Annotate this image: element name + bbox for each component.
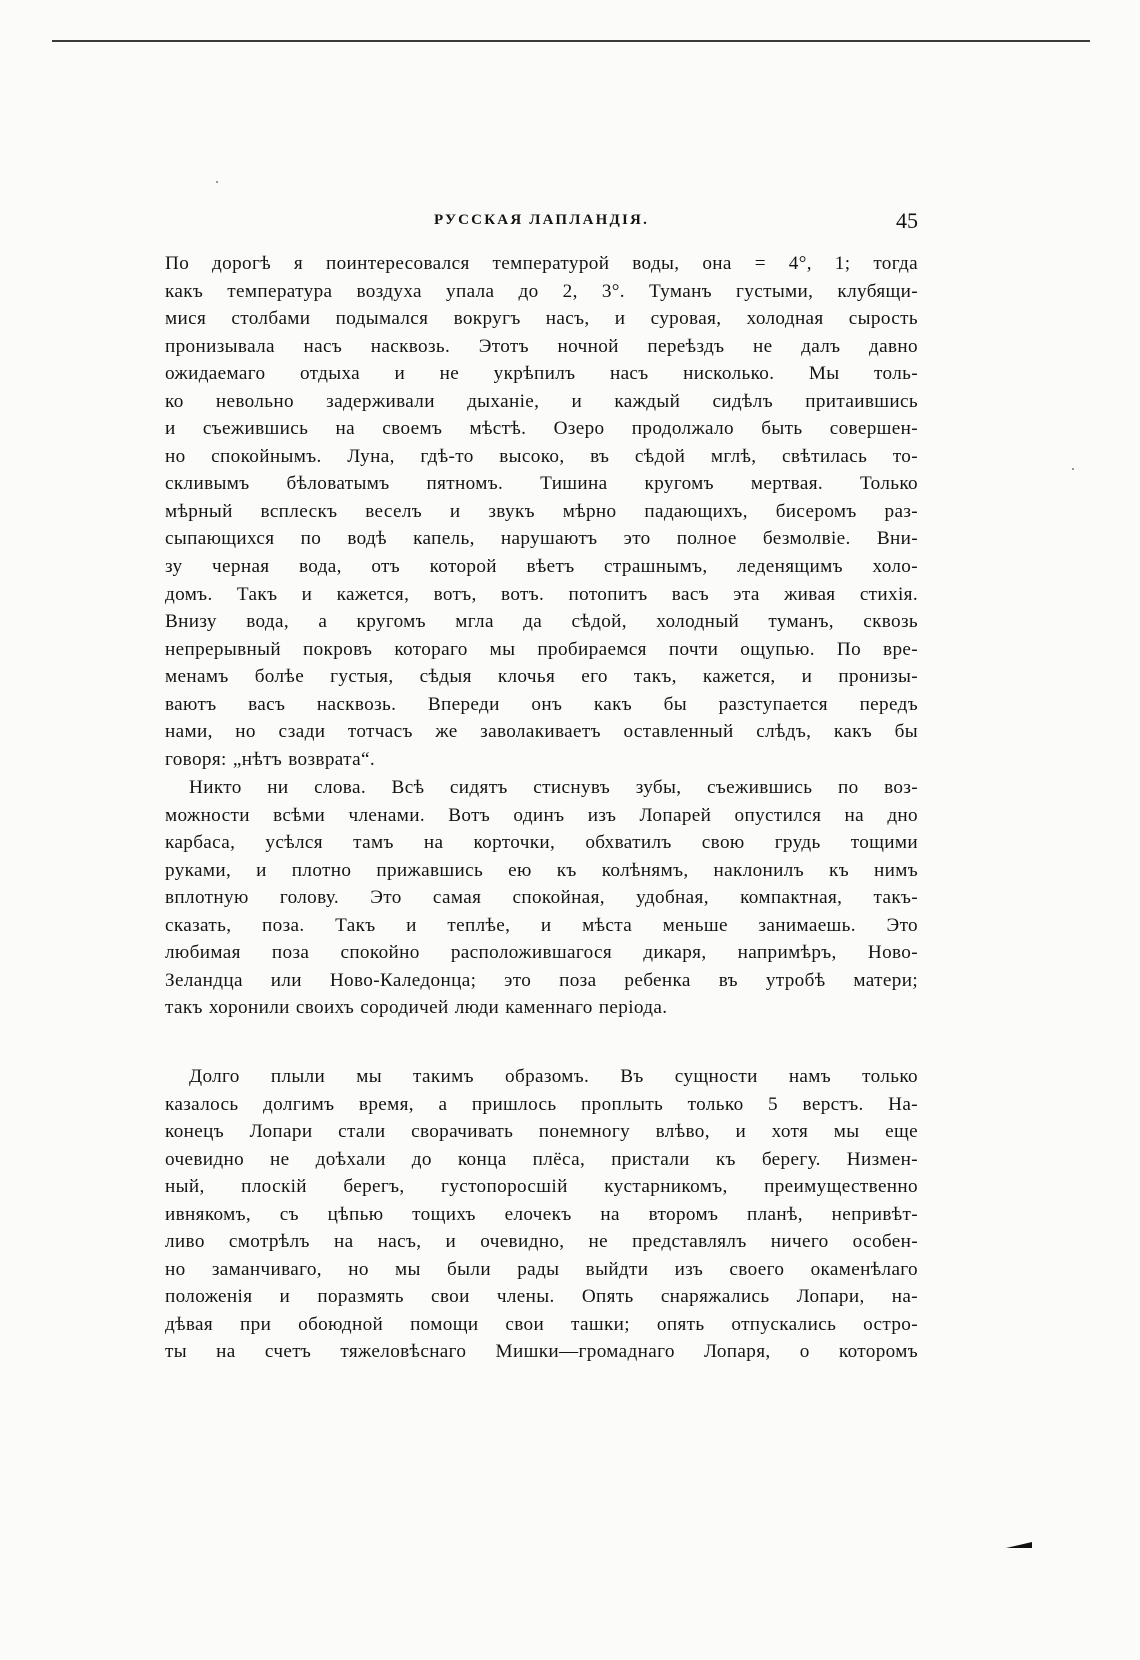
paragraph-3 xyxy=(165,1063,918,1366)
text-line: домъ. Такъ и кажется, вотъ, вотъ. потопитъ васъ эта живая стихія. xyxy=(165,583,918,605)
text-line: ты на счетъ тяжеловѣснаго Мишки—громаднаго Лопаря, о которомъ xyxy=(165,1341,918,1363)
running-head xyxy=(165,210,918,234)
scan-speck xyxy=(1072,468,1074,470)
text-line: ко невольно задерживали дыханіе, и каждый сидѣлъ притаившись xyxy=(165,390,918,412)
text-line: По дорогѣ я поинтересовался температурой воды, она = 4°, 1; тогда xyxy=(165,253,918,274)
text-line: дѣвая при обоюдной помощи свои ташки; опять отпускались остро- xyxy=(165,1313,918,1335)
text-line: нами, но сзади тотчасъ же заволакиваетъ оставленный слѣдъ, какъ бы xyxy=(165,721,918,743)
page-number: 45 xyxy=(896,208,918,233)
text-line: и съежившись на своемъ мѣстѣ. Озеро продолжало быть совершен- xyxy=(165,418,918,440)
text-line: мѣрный всплескъ веселъ и звукъ мѣрно падающихъ, бисеромъ раз- xyxy=(165,500,918,522)
text-line: ваютъ васъ насквозь. Впереди онъ какъ бы разступается передъ xyxy=(165,693,918,715)
text-line: Никто ни слова. Всѣ сидятъ стиснувъ зубы, съежившись по воз- xyxy=(189,777,918,798)
text-line: можности всѣми членами. Вотъ одинъ изъ Лопарей опустился на дно xyxy=(165,804,918,826)
paragraph-2 xyxy=(165,774,918,1022)
text-line: какъ температура воздуха упала до 2, 3°. Туманъ густыми, клубящи- xyxy=(165,280,918,302)
text-line: карбаса, усѣлся тамъ на корточки, обхватилъ свою грудь тощими xyxy=(165,832,918,854)
text-line: конецъ Лопари стали сворачивать понемногу влѣво, и хотя мы еще xyxy=(165,1121,918,1143)
text-line: вплотную голову. Это самая спокойная, удобная, компактная, такъ- xyxy=(165,887,918,909)
text-line: ивнякомъ, съ цѣпью тощихъ елочекъ на второмъ планѣ, непривѣт- xyxy=(165,1203,918,1225)
text-line: Зеландца или Ново-Каледонца; это поза ребенка въ утробѣ матери; xyxy=(165,969,918,991)
scan-speck xyxy=(216,181,218,183)
text-line: руками, и плотно прижавшись ею къ колѣнямъ, наклонилъ къ нимъ xyxy=(165,859,918,881)
text-line: говоря: „нѣтъ возврата“. xyxy=(165,748,375,770)
text-line: пронизывала насъ насквозь. Этотъ ночной переѣздъ не далъ давно xyxy=(165,335,918,357)
text-line: положенія и поразмять свои члены. Опять снаряжались Лопари, на- xyxy=(165,1286,918,1308)
text-line: очевидно не доѣхали до конца плёса, пристали къ берегу. Низмен- xyxy=(165,1148,918,1170)
top-rule xyxy=(52,40,1090,42)
text-line: сыпающихся по водѣ капель, нарушаютъ это полное безмолвіе. Вни- xyxy=(165,528,918,550)
text-line: Долго плыли мы такимъ образомъ. Въ сущности намъ только xyxy=(189,1066,918,1087)
paragraph-1 xyxy=(165,250,918,773)
corner-mark-icon xyxy=(1006,1542,1032,1548)
text-line: Внизу вода, а кругомъ мгла да сѣдой, холодный туманъ, сквозь xyxy=(165,611,918,633)
text-line: любимая поза спокойно расположившагося дикаря, напримѣръ, Ново- xyxy=(165,942,918,964)
running-head-title: РУССКАЯ ЛАПЛАНДІЯ. xyxy=(433,212,650,228)
text-line: ный, плоскій берегъ, густопоросшій кустарникомъ, преимущественно xyxy=(165,1176,918,1198)
text-line: ливо смотрѣлъ на насъ, и очевидно, не представлялъ ничего особен- xyxy=(165,1231,918,1253)
text-line: менамъ болѣе густыя, сѣдыя клочья его такъ, кажется, и пронизы- xyxy=(165,666,918,688)
text-line: скливымъ бѣловатымъ пятномъ. Тишина кругомъ мертвая. Только xyxy=(165,473,918,495)
text-line: мися столбами подымался вокругъ насъ, и суровая, холодная сырость xyxy=(165,308,918,330)
text-line: но заманчиваго, но мы были рады выйдти изъ своего окаменѣлаго xyxy=(165,1258,918,1280)
text-line: такъ хоронили своихъ сородичей люди каменнаго періода. xyxy=(165,997,668,1019)
text-line: зу черная вода, отъ которой вѣетъ страшнымъ, леденящимъ холо- xyxy=(165,556,918,578)
text-line: сказать, поза. Такъ и теплѣе, и мѣста меньше занимаешь. Это xyxy=(165,914,918,936)
text-line: ожидаемаго отдыха и не укрѣпилъ насъ нисколько. Мы толь- xyxy=(165,363,918,385)
text-line: казалось долгимъ время, а пришлось проплыть только 5 верстъ. На- xyxy=(165,1093,918,1115)
text-line: но спокойнымъ. Луна, гдѣ-то высоко, въ сѣдой мглѣ, свѣтилась то- xyxy=(165,445,918,467)
text-line: непрерывный покровъ котораго мы пробираемся почти ощупью. По вре- xyxy=(165,638,918,660)
